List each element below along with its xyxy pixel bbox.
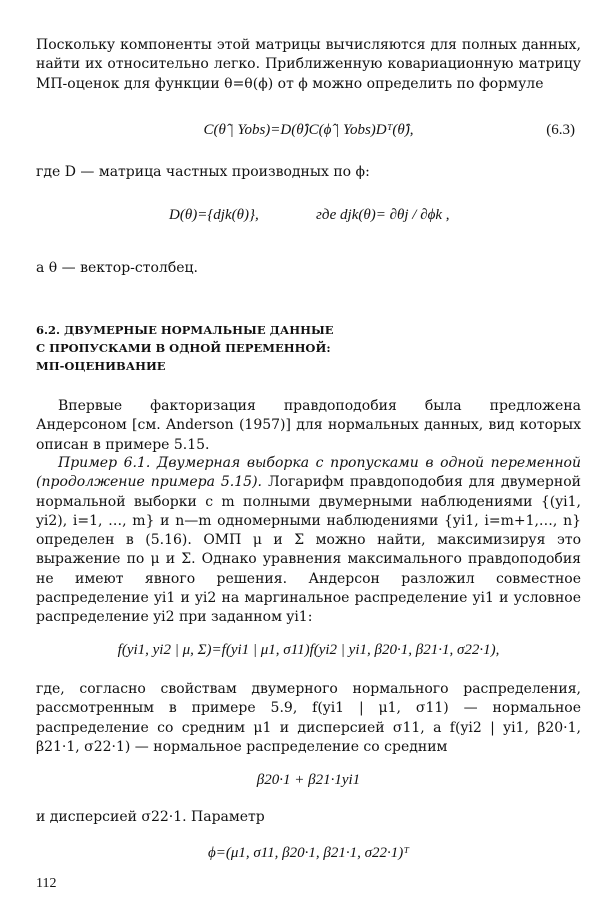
equation-parameter-body: ϕ=(μ1, σ11, β20·1, β21·1, σ22·1)ᵀ [207,845,410,861]
equation-factorization-body: f(yi1, yi2 | μ, Σ)=f(yi1 | μ1, σ11)f(yi2 | yi1, β20·1, β21·1, σ22·1), [117,642,500,658]
page-number: 112 [36,876,57,891]
section-heading-line: 6.2. ДВУМЕРНЫЕ НОРМАЛЬНЫЕ ДАННЫЕ [36,323,334,337]
paragraph-column-vector: а θ — вектор-столбец. [36,260,198,276]
paragraph-jacobian: где D — матрица частных производных по ϕ: [36,164,370,180]
paragraph-anderson: Впервые факторизация правдоподобия была предложена Андерсоном [см. Anderson (1957)] для нормальных данных, вид которых описан в примере 5.15. [36,398,581,453]
example-title: Пример 6.1. Двумерная выборка с пропусками в одной переменной (продолжение примера 5.15). [36,455,581,491]
equation-6-3-body: C(θ̂ | Yobs)=D(θ̂)C(ϕ̂ | Yobs)Dᵀ(θ̂), [203,122,414,138]
equation-6-3 [36,122,581,139]
paragraph-normal-properties: где, согласно свойствам двумерного нормального распределения, рассмотренным в примере 5.9, f(yi1 | μ1, σ11) — нормальное распределение со средним μ1 и дисперсией σ11, а f(yi2 | yi1, β20·1, β21·1, σ22·1) — нормальное распределение со средним [36,681,581,755]
equation-jacobian-right: где djk(θ)= ∂θj / ∂ϕk , [316,207,450,223]
paragraph-variance: и дисперсией σ22·1. Параметр [36,809,265,825]
section-heading-line: С ПРОПУСКАМИ В ОДНОЙ ПЕРЕМЕННОЙ: [36,341,331,355]
equation-factorization [36,642,581,659]
section-heading [36,321,581,375]
equation-parameter [36,845,581,862]
paragraph-intro: Поскольку компоненты этой матрицы вычисляются для полных данных, найти их относительно легко. Приближенную ковариационную матрицу МП-оценок для функции θ=θ(ϕ) от ϕ можно определить по формуле [36,37,581,92]
equation-mean [36,772,581,789]
equation-jacobian-left: D(θ)={djk(θ)}, [169,207,259,223]
equation-mean-body: β20·1 + β21·1yi1 [256,772,361,788]
paragraph-example [36,454,581,628]
example-text: Логарифм правдоподобия для двумерной нормальной выборки с m полными двумерными наблюдениями {(yi1, yi2), i=1, …, m} и n—m одномерными наблюдениями {yi1, i=m+1,…, n} определен в (5.16). ОМП μ и Σ можно найти, максимизируя это выражение по μ и Σ. Однако уравнения максимального правдоподобия не имеют явного решения. Андерсон разложил совместное распределение yi1 и yi2 на маргинальное распределение yi1 и условное распределение yi2 при заданном yi1: [36,474,581,626]
section-heading-line: МП-ОЦЕНИВАНИЕ [36,359,166,373]
equation-number: (6.3) [546,122,575,138]
